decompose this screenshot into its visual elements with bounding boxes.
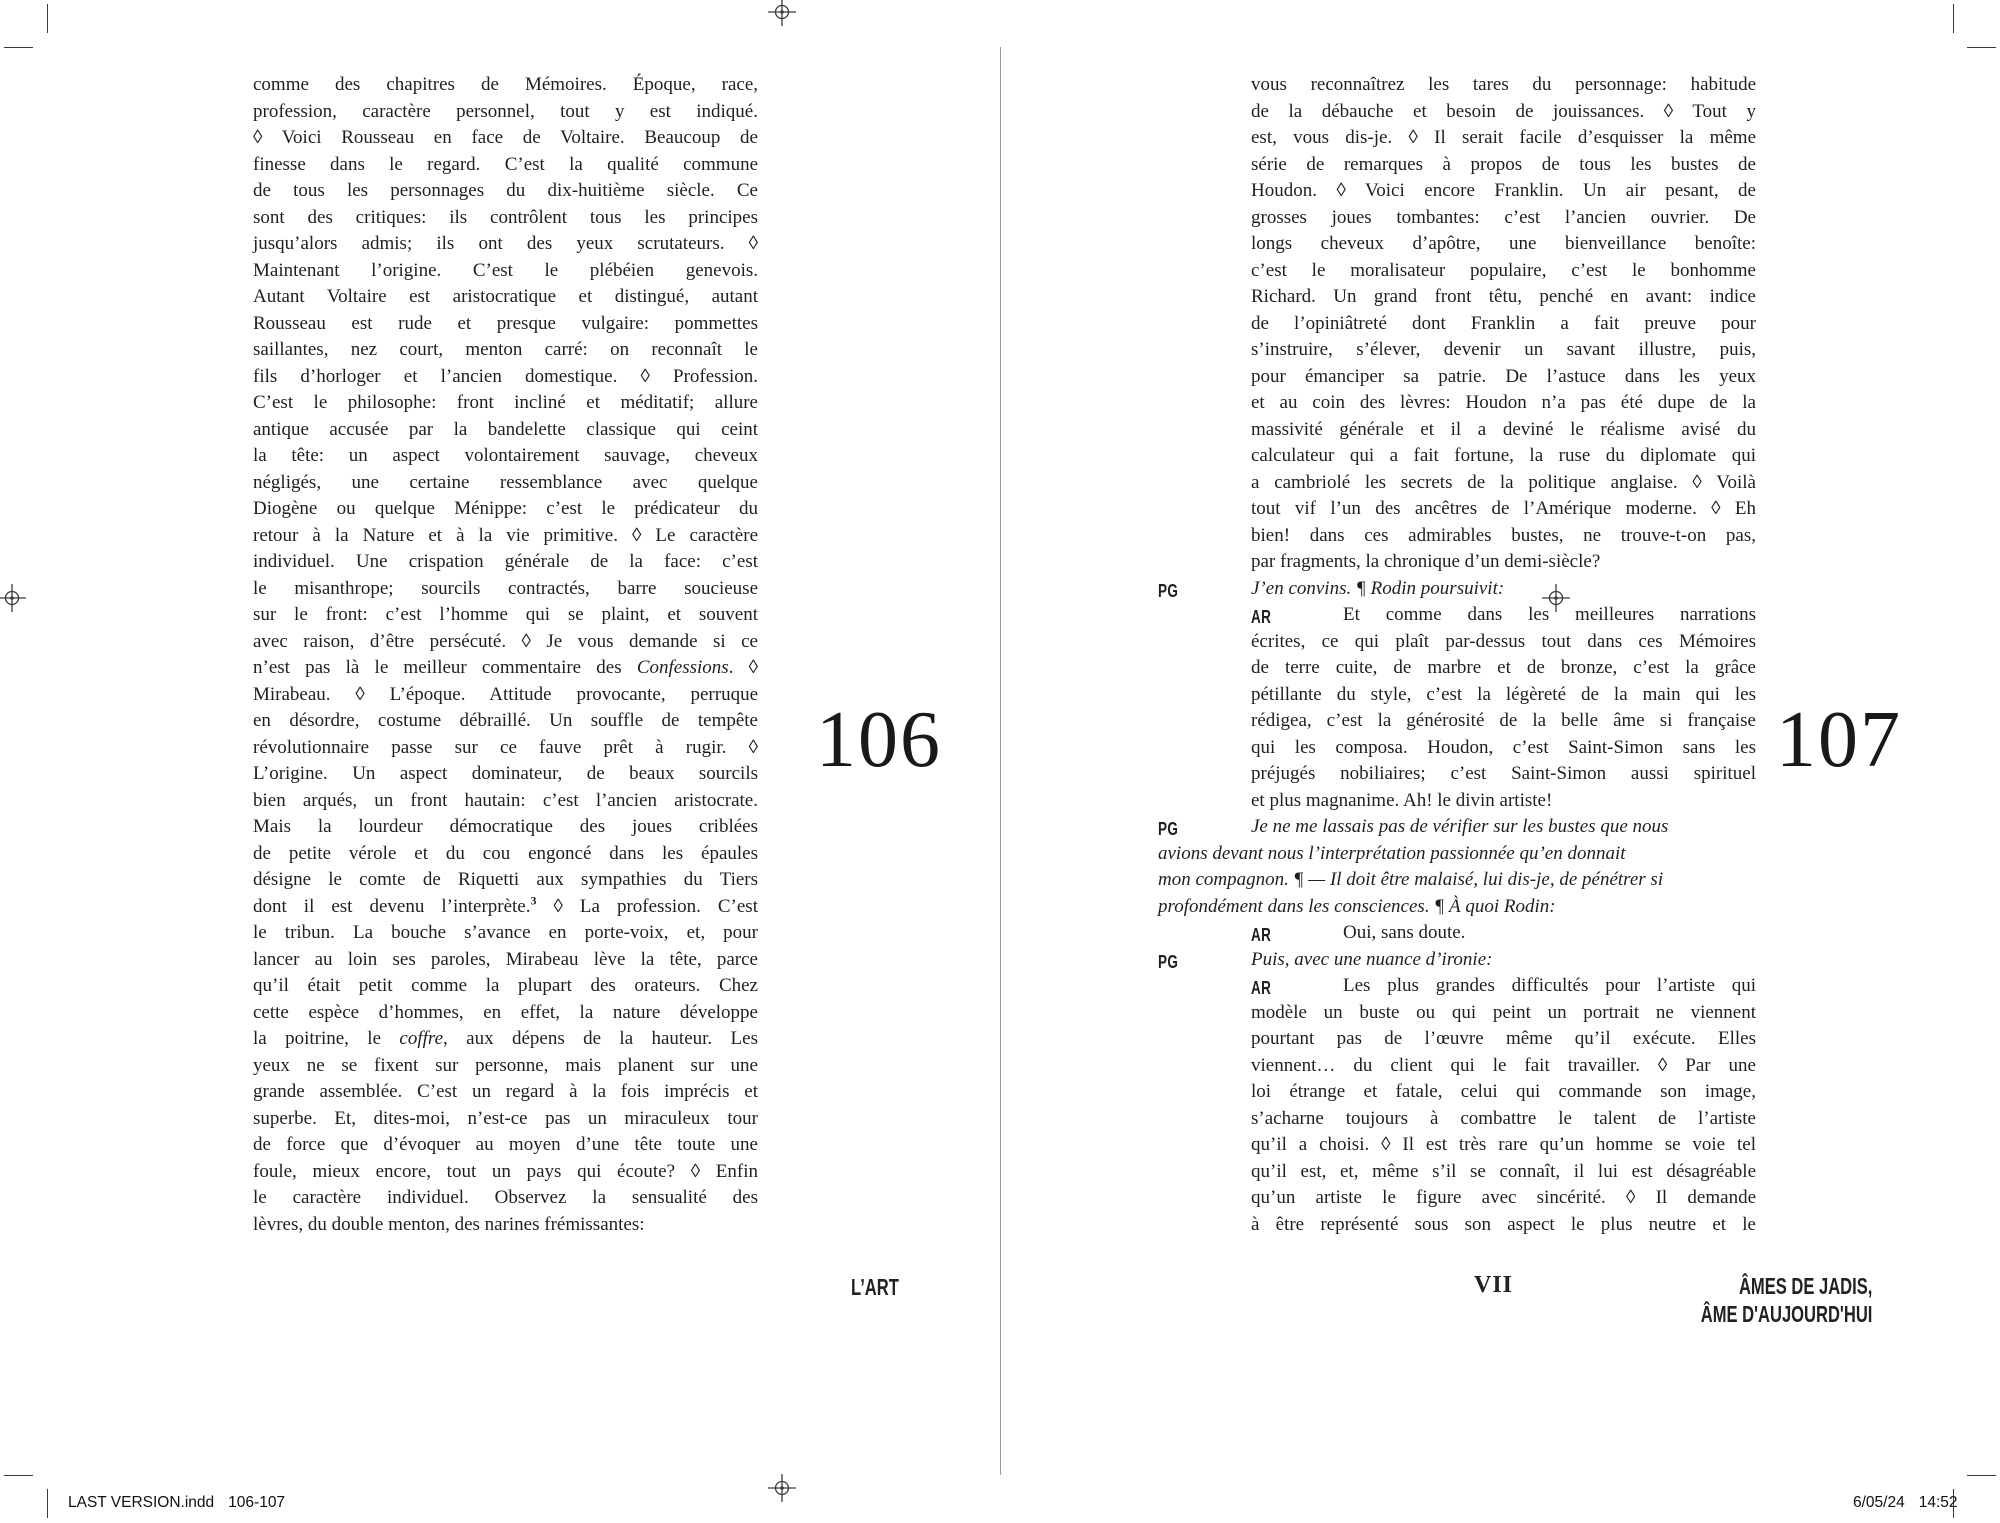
text-line: la tête: un aspect volontairement sauvage, cheveux <box>253 445 758 466</box>
text-line: avec raison, d’être persécuté. ◊ Je vous demande si ce <box>253 630 758 652</box>
slug-filename: LAST VERSION.indd <box>68 1494 215 1511</box>
text-line: saillantes, nez court, menton carré: on reconnaît le <box>253 339 758 360</box>
text-line: en désordre, costume débraillé. Un souffle de tempête <box>253 710 758 731</box>
text-line: qu’il est, et, même s’il se connaît, il lui est désagréable <box>1251 1160 1756 1182</box>
text-line: profession, caractère personnel, tout y est indiqué. <box>253 100 758 122</box>
text-line: de terre cuite, de marbre et de bronze, c’est la grâce <box>1251 657 1756 678</box>
text-line: Diogène ou quelque Ménippe: c’est le prédicateur du <box>253 498 758 519</box>
text-line: bien! dans ces admirables bustes, ne trouve-t-on pas, <box>1251 524 1756 546</box>
registration-mark-left-icon <box>0 584 26 612</box>
text-line: est, vous dis-je. ◊ Il serait facile d’esquisser la même <box>1251 127 1756 148</box>
text-line: longs cheveux d’apôtre, une bienveillance benoîte: <box>1251 233 1756 254</box>
text-line: Autant Voltaire est aristocratique et distingué, autant <box>253 286 758 307</box>
speaker-label-ar: AR <box>1251 925 1272 945</box>
text-line: pétillante du style, c’est la légèreté de la main qui les <box>1251 683 1756 705</box>
text-line: Mirabeau. ◊ L’époque. Attitude provocante, perruque <box>253 683 758 705</box>
text-line: a cambriolé les secrets de la politique anglaise. ◊ Voilà <box>1251 471 1756 493</box>
slug-time: 14:52 <box>1918 1494 1958 1511</box>
footer-book-title-line2: ÂME D'AUJOURD'HUI <box>1700 1301 1872 1327</box>
text-line: de la débauche et besoin de jouissances. ◊ Tout y <box>1251 100 1756 122</box>
text-line: le caractère individuel. Observez la sensualité des <box>253 1187 758 1208</box>
text-line: vous reconnaîtrez les tares du personnage: habitude <box>1251 74 1756 95</box>
text-line: yeux ne se fixent sur personne, mais planent sur une <box>253 1054 758 1076</box>
slug-file-info <box>68 1494 285 1512</box>
text-line: sur le front: c’est l’homme qui se plaint, et souvent <box>253 604 758 625</box>
text-line: Puis, avec une nuance d’ironie: PG <box>1158 948 1493 972</box>
text-line: révolutionnaire passe sur ce fauve prêt à rugir. ◊ <box>253 736 758 758</box>
text-line: Je ne me lassais pas de vérifier sur les bustes que nous PG <box>1158 816 1669 839</box>
text-line: foule, mieux encore, tout un pays qui écoute? ◊ Enfin <box>253 1160 758 1182</box>
text-line: négligés, une certaine ressemblance avec quelque <box>253 471 758 493</box>
registration-mark-bottom-icon <box>768 1474 796 1502</box>
text-line: de tous les personnages du dix-huitième siècle. Ce <box>253 180 758 201</box>
text-line: rédigea, c’est la générosité de la belle âme si française <box>1251 710 1756 731</box>
page-number-right: 107 <box>1776 696 1902 784</box>
text-line: lèvres, du double menton, des narines frémissantes: <box>253 1213 645 1235</box>
text-line: de l’opiniâtreté dont Franklin a fait preuve pour <box>1251 312 1756 334</box>
text-line: Rousseau est rude et presque vulgaire: pommettes <box>253 312 758 334</box>
text-line: cette espèce d’hommes, en effet, la nature développe <box>253 1001 758 1023</box>
slug-pages: 106-107 <box>228 1494 286 1511</box>
text-line: préjugés nobiliaires; c’est Saint-Simon aussi spirituel <box>1251 763 1756 784</box>
text-line: le misanthrope; sourcils contractés, barre soucieuse <box>253 577 758 599</box>
text-line: la poitrine, le coffre, aux dépens de la hauteur. Les <box>253 1028 758 1049</box>
text-line: L’origine. Un aspect dominateur, de beaux sourcils <box>253 763 758 784</box>
crop-mark-bottom-right-h <box>1967 1475 1996 1476</box>
text-line: qu’il a choisi. ◊ Il est très rare qu’un homme se voie tel <box>1251 1134 1756 1155</box>
right-text-column <box>1158 72 1756 1238</box>
text-line: qu’il était petit comme la plupart des orateurs. Chez <box>253 975 758 996</box>
speaker-label-ar: AR <box>1251 607 1272 627</box>
speaker-label-pg: PG <box>1158 951 1179 972</box>
text-line: avions devant nous l’interprétation passionnée qu’en donnait <box>1158 842 1626 864</box>
text-line: par fragments, la chronique d’un demi-siècle? <box>1251 551 1601 572</box>
crop-mark-top-right-h <box>1967 47 1996 48</box>
slug-timestamp <box>1853 1494 1958 1512</box>
registration-mark-top-icon <box>768 0 796 26</box>
crop-mark-top-left-h <box>4 47 33 48</box>
text-line: bien arqués, un front hautain: c’est l’ancien aristocrate. <box>253 789 758 811</box>
text-line: C’est le philosophe: front incliné et méditatif; allure <box>253 392 758 413</box>
text-line: et au coin des lèvres: Houdon n’a pas été dupe de la <box>1251 392 1756 413</box>
speaker-label-pg: PG <box>1158 580 1179 601</box>
text-line: Oui, sans doute. AR <box>1251 922 1466 945</box>
text-line: de force que d’évoquer au moyen d’une tête toute une <box>253 1134 758 1155</box>
text-line: n’est pas là le meilleur commentaire des Confessions. ◊ <box>253 657 758 678</box>
text-line: pour émanciper sa patrie. De l’astuce dans les yeux <box>1251 365 1756 387</box>
footer-chapter-numeral: VII <box>1474 1272 1514 1298</box>
crop-mark-top-right-v <box>1953 4 1954 33</box>
text-line: de petite vérole et du cou engoncé dans les épaules <box>253 842 758 864</box>
text-line: ◊ Voici Rousseau en face de Voltaire. Beaucoup de <box>253 127 758 148</box>
text-line: retour à la Nature et à la vie primitive. ◊ Le caractère <box>253 524 758 546</box>
text-line: s’instruire, s’élever, devenir un savant illustre, puis, <box>1251 339 1756 360</box>
text-line: Richard. Un grand front têtu, penché en avant: indice <box>1251 286 1756 307</box>
footer-book-title-line1: ÂMES DE JADIS, <box>1738 1273 1872 1299</box>
text-line: comme des chapitres de Mémoires. Époque, race, <box>253 74 758 95</box>
text-line: dont il est devenu l’interprète.$^3$ ◊ La profession. C’est <box>253 893 758 917</box>
text-line: série de remarques à propos de tous les bustes de <box>1251 153 1756 175</box>
text-line: jusqu’alors admis; ils ont des yeux scrutateurs. ◊ <box>253 233 758 254</box>
text-line: Houdon. ◊ Voici encore Franklin. Un air pesant, de <box>1251 180 1756 201</box>
text-line: et plus magnanime. Ah! le divin artiste! <box>1251 789 1553 811</box>
crop-mark-bottom-left-v <box>47 1489 48 1518</box>
text-line: à être représenté sous son aspect le plus neutre et le <box>1251 1213 1756 1235</box>
text-line: sont des critiques: ils contrôlent tous les principes <box>253 206 758 228</box>
speaker-label-pg: PG <box>1158 819 1179 839</box>
crop-mark-bottom-left-h <box>4 1475 33 1476</box>
speaker-label-ar: AR <box>1251 978 1272 998</box>
text-line: c’est le moralisateur populaire, c’est le bonhomme <box>1251 259 1756 281</box>
text-line: grosses joues tombantes: c’est l’ancien ouvrier. De <box>1251 206 1756 228</box>
text-line: Maintenant l’origine. C’est le plébéien genevois. <box>253 259 758 281</box>
text-line: le tribun. La bouche s’avance en porte-voix, et, pour <box>253 922 758 943</box>
crop-mark-top-left-v <box>47 4 48 33</box>
text-line: J’en convins. ¶ Rodin poursuivit: PG <box>1158 577 1505 601</box>
text-line: écrites, ce qui plaît par-dessus tout dans ces Mémoires <box>1251 630 1756 652</box>
slug-date: 6/05/24 <box>1853 1494 1905 1511</box>
text-line: Les plus grandes difficultés pour l’artiste qui AR <box>1251 975 1756 998</box>
text-line: fils d’horloger et l’ancien domestique. ◊ Profession. <box>253 365 758 387</box>
text-line: profondément dans les consciences. ¶ À quoi Rodin: <box>1158 895 1556 917</box>
text-line: individuel. Une crispation générale de la face: c’est <box>253 551 758 572</box>
text-line: superbe. Et, dites-moi, n’est-ce pas un miraculeux tour <box>253 1107 758 1129</box>
text-line: lancer au loin ses paroles, Mirabeau lève la tête, parce <box>253 948 758 970</box>
text-line: antique accusée par la bandelette classique qui ceint <box>253 418 758 440</box>
page-fold-line <box>1000 47 1001 1475</box>
text-line: Mais la lourdeur démocratique des joues criblées <box>253 816 758 837</box>
footer-book-title <box>1700 1272 1872 1328</box>
text-line: mon compagnon. ¶ — Il doit être malaisé, lui dis-je, de pénétrer si <box>1158 869 1664 890</box>
text-line: finesse dans le regard. C’est la qualité commune <box>253 153 758 175</box>
text-line: tout vif l’un des ancêtres de l’Amérique moderne. ◊ Eh <box>1251 498 1756 519</box>
text-line: désigne le comte de Riquetti aux sympathies du Tiers <box>253 869 758 890</box>
text-line: grande assemblée. C’est un regard à la fois imprécis et <box>253 1081 758 1102</box>
text-line: loi étrange et fatale, celui qui commande son image, <box>1251 1081 1756 1102</box>
text-line: qui les composa. Houdon, c’est Saint-Simon sans les <box>1251 736 1756 758</box>
left-text-column <box>253 72 758 1238</box>
text-line: calculateur qui a fait fortune, la ruse du diplomate qui <box>1251 445 1756 466</box>
text-line: Et comme dans les meilleures narrations AR <box>1251 604 1756 627</box>
text-line: viennent… du client qui le fait travailler. ◊ Par une <box>1251 1054 1756 1076</box>
text-line: qu’un artiste le figure avec sincérité. ◊ Il demande <box>1251 1187 1756 1208</box>
text-line: modèle un buste ou qui peint un portrait ne viennent <box>1251 1001 1756 1023</box>
text-line: pourtant pas de l’œuvre même qu’il exécute. Elles <box>1251 1028 1756 1049</box>
footer-section-label: L’ART <box>851 1274 899 1300</box>
text-line: s’acharne toujours à combattre le talent de l’artiste <box>1251 1107 1756 1129</box>
text-line: massivité générale et il a deviné le réalisme avisé du <box>1251 418 1756 440</box>
page-number-left: 106 <box>816 696 942 784</box>
